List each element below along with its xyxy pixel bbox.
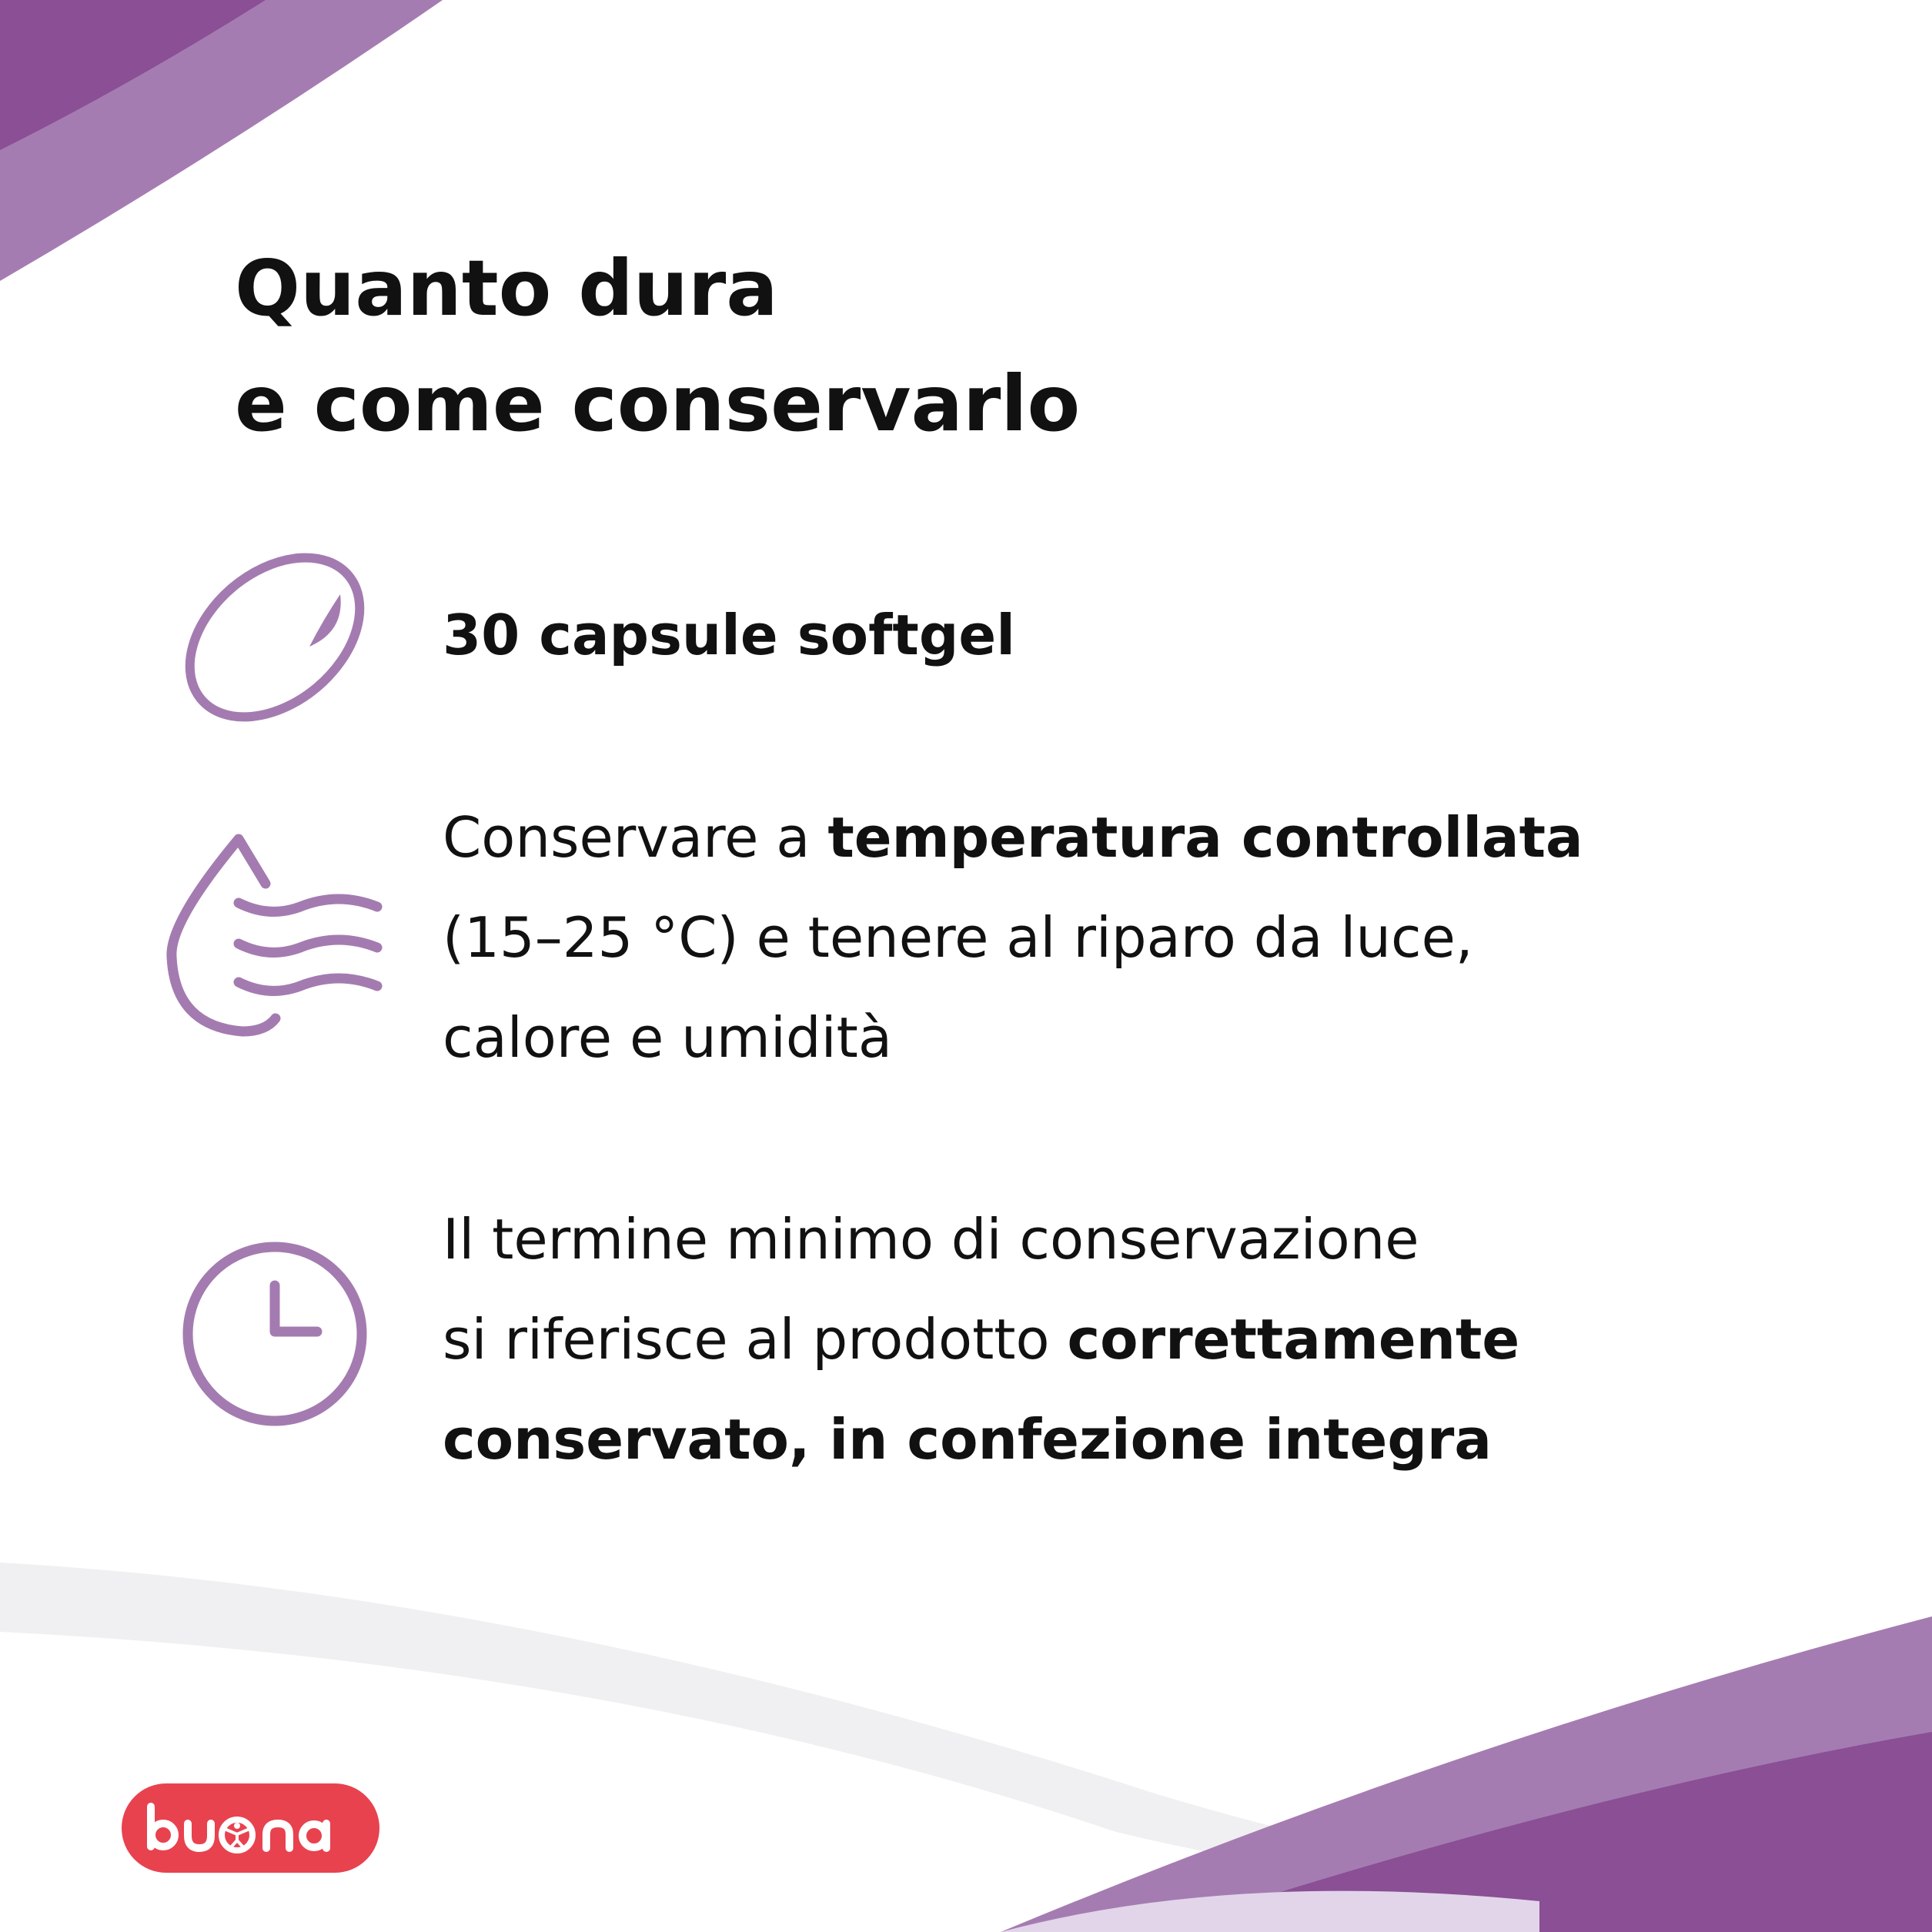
expiry-line-1: Il termine minimo di conservazione xyxy=(443,1207,1419,1272)
clock-icon xyxy=(179,1235,371,1428)
title-line-2: e come conservarlo xyxy=(235,359,1081,449)
page-title xyxy=(235,231,1080,462)
capsule-count-text: 30 capsule softgel xyxy=(443,603,1015,667)
storage-line-3: calore e umidità xyxy=(443,1005,892,1070)
buona-logo xyxy=(122,1783,379,1873)
humidity-drop-icon xyxy=(162,830,393,1045)
buona-logo-mark xyxy=(122,1783,379,1873)
title-line-1: Quanto dura xyxy=(235,243,778,333)
storage-conditions-text xyxy=(443,787,1583,1088)
expiry-line-2: si riferisce al prodotto correttamente xyxy=(443,1307,1520,1372)
storage-line-1: Conservare a temperatura controllata xyxy=(443,805,1583,870)
expiry-text xyxy=(443,1189,1519,1489)
capsule-icon xyxy=(177,547,377,731)
storage-line-2: (15–25 °C) e tenere al riparo da luce, xyxy=(443,905,1473,970)
expiry-line-3: conservato, in confezione integra xyxy=(443,1407,1492,1472)
